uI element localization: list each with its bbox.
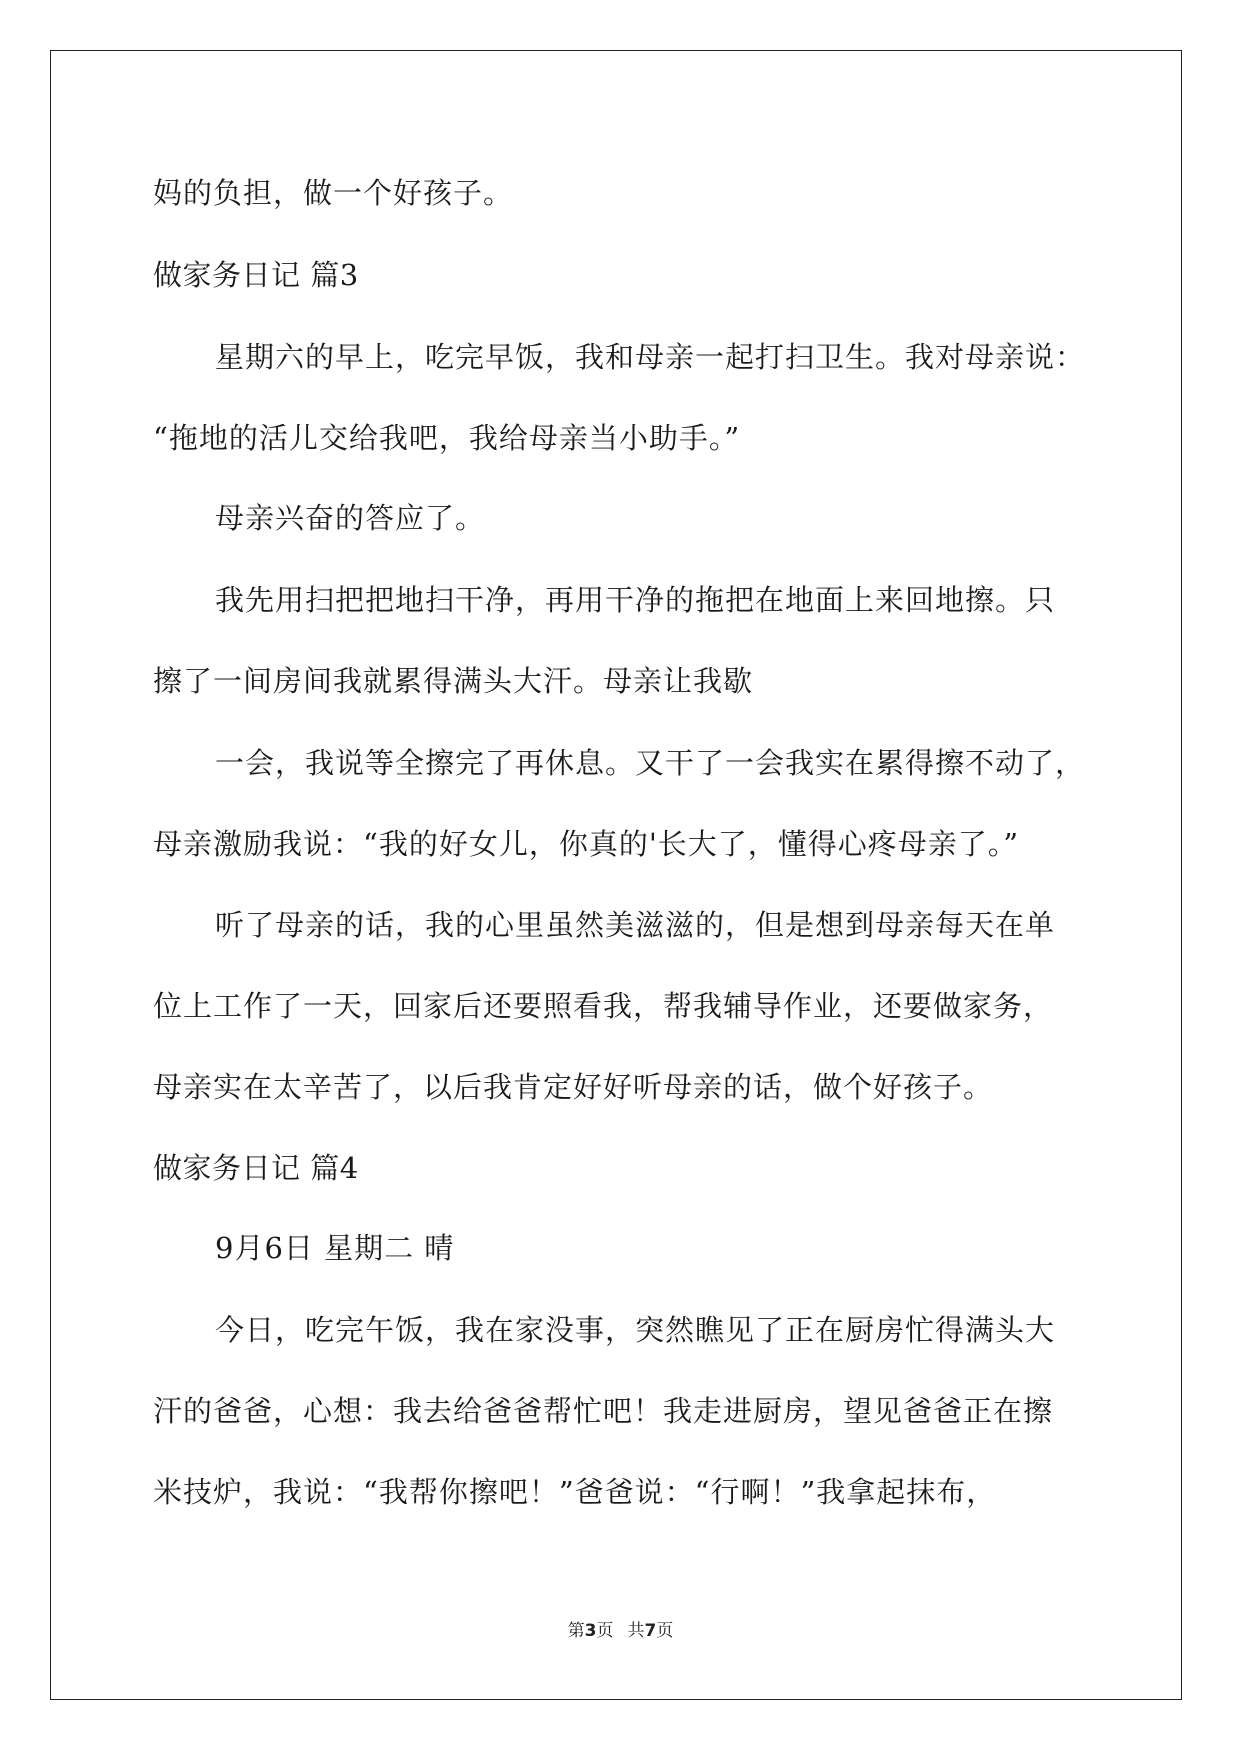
paragraph-line: 妈的负担，做一个好孩子。 <box>153 176 514 210</box>
paragraph-line: 米技炉，我说：“我帮你擦吧！”爸爸说：“行啊！”我拿起抹布， <box>153 1475 997 1509</box>
paragraph-line: 我先用扫把把地扫干净，再用干净的拖把在地面上来回地擦。只 <box>215 583 1056 617</box>
total-pages-number: 7 <box>644 1621 657 1641</box>
paragraph-line: 星期六的早上，吃完早饭，我和母亲一起打扫卫生。我对母亲说： <box>215 340 1086 374</box>
section-heading: 做家务日记 篇3 <box>153 258 359 292</box>
paragraph-line: 母亲激励我说：“我的好女儿，你真的'长大了，懂得心疼母亲了。” <box>153 827 1020 861</box>
footer-total-suffix: 页 <box>656 1621 674 1641</box>
paragraph-line: 擦了一间房间我就累得满头大汗。母亲让我歇 <box>153 664 754 698</box>
paragraph-line: 汗的爸爸，心想：我去给爸爸帮忙吧！我走进厨房，望见爸爸正在擦 <box>153 1394 1054 1428</box>
paragraph-line: 母亲实在太辛苦了，以后我肯定好好听母亲的话，做个好孩子。 <box>153 1070 994 1104</box>
page-border <box>50 50 1182 1700</box>
paragraph-line: 位上工作了一天，回家后还要照看我，帮我辅导作业，还要做家务， <box>153 989 1054 1023</box>
footer-page-suffix: 页 <box>596 1621 614 1641</box>
date-line: 9月6日 星期二 晴 <box>215 1231 455 1265</box>
paragraph-line: “拖地的活儿交给我吧，我给母亲当小助手。” <box>153 421 741 455</box>
paragraph-line: 母亲兴奋的答应了。 <box>215 501 486 535</box>
page-footer <box>0 1620 1241 1642</box>
footer-total-prefix: 共 <box>627 1621 645 1641</box>
paragraph-line: 听了母亲的话，我的心里虽然美滋滋的，但是想到母亲每天在单 <box>215 908 1056 942</box>
section-heading: 做家务日记 篇4 <box>153 1151 359 1185</box>
footer-prefix: 第 <box>567 1621 585 1641</box>
paragraph-line: 今日，吃完午饭，我在家没事，突然瞧见了正在厨房忙得满头大 <box>215 1313 1056 1347</box>
current-page-number: 3 <box>584 1621 597 1641</box>
paragraph-line: 一会，我说等全擦完了再休息。又干了一会我实在累得擦不动了， <box>215 746 1086 780</box>
